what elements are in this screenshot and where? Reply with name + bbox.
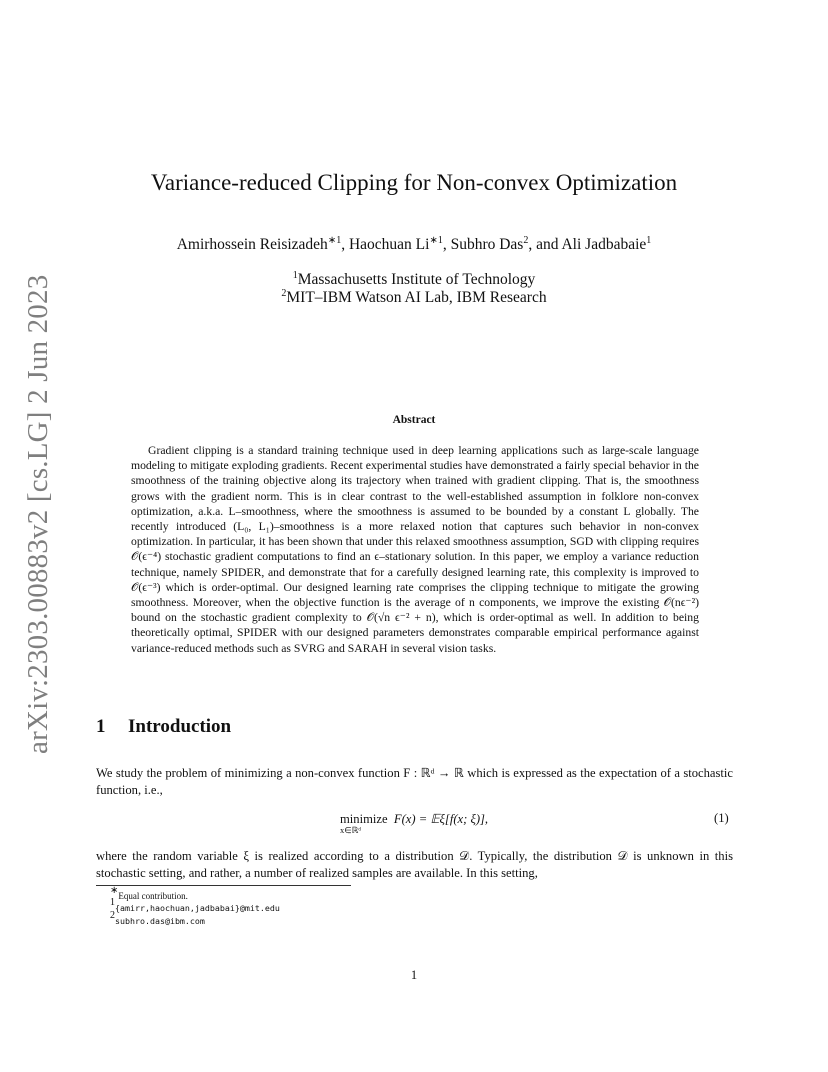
affiliation-name: MIT–IBM Watson AI Lab, IBM Research — [286, 289, 547, 306]
equation-number: (1) — [714, 811, 729, 825]
author-affiliation-mark: ∗1 — [429, 235, 443, 246]
footnote-mark: 1 — [110, 897, 115, 908]
affiliation-mark: 2 — [281, 288, 287, 299]
arxiv-identifier-stamp: arXiv:2303.00883v2 [cs.LG] 2 Jun 2023 — [22, 274, 54, 754]
author-list: Amirhossein Reisizadeh$^{∗1}$, Haochuan $Li^{∗1}$, Subhro Das$^2$, and Ali Jadbabaie$^1$ — [176, 235, 652, 253]
author-affiliation-mark: 2 — [523, 235, 529, 246]
intro-paragraph-2: where the random variable ξ is realized according to a distribution 𝒟. Typically, the distribution 𝒟 is unknown in this stochastic setting, and rather, a number of realized samples are available. In this setting, — [96, 849, 733, 880]
equation-1 — [340, 811, 489, 835]
footnote-mark: 2 — [110, 910, 115, 921]
author-name: and Ali Jadbabaie — [536, 236, 647, 253]
footnote-mark: ∗ — [110, 885, 119, 896]
section-title: Introduction — [128, 716, 232, 737]
footnote-email: {amirr,haochuan,jadbabai}@mit.edu — [115, 903, 280, 913]
author-affiliation-mark: ∗1 — [327, 235, 342, 246]
abstract-heading: Abstract — [392, 414, 436, 426]
footnote-1 — [110, 885, 280, 902]
equation-body: F(x) = 𝔼ξ[f(x; ξ)], — [393, 812, 489, 826]
footnote-2 — [110, 897, 280, 915]
author-affiliation-mark: 1 — [646, 235, 652, 246]
author-name: Amirhossein Reisizadeh — [176, 236, 328, 253]
paper-title: Variance-reduced Clipping for Non-convex Optimization — [150, 170, 678, 195]
footnotes — [110, 885, 280, 928]
section-heading — [96, 716, 231, 738]
section-number: 1 — [96, 716, 106, 737]
page-number: 1 — [410, 968, 418, 982]
affiliation-2 — [0, 289, 828, 307]
footnote-email: subhro.das@ibm.com — [115, 916, 205, 926]
intro-paragraph-1: We study the problem of minimizing a non-convex function F : ℝᵈ → ℝ which is expressed as the expectation of a stochastic function, i.e., — [96, 766, 733, 797]
author-name: Subhro Das — [450, 236, 524, 253]
affiliation-name: Massachusetts Institute of Technology — [297, 271, 536, 288]
abstract-text: Gradient clipping is a standard training technique used in deep learning applications such as large-scale language modeling to mitigate exploding gradients. Recent experimental studies have demonstrated a fairly special behavior in the smoothness of the training objective along its trajectory when trained with gradient clipping. That is, the smoothness grows with the gradient norm. This is in clear contrast to the well-established assumption in folklore non-convex optimization, a.k.a. L–smoothness, where the smoothness is assumed to be bounded by a constant L globally. The recently introduced (L₀, L₁)–smoothness is a more relaxed notion that captures such behavior in non-convex optimization. In particular, it has been shown that under this relaxed smoothness assumption, SGD with clipping requires 𝒪(ϵ⁻⁴) stochastic gradient computations to find an ϵ–stationary solution. In this paper, we employ a variance reduction technique, namely SPIDER, and demonstrate that for a carefully designed learning rate, this complexity is improved to 𝒪(ϵ⁻³) which is order-optimal. Our designed learning rate comprises the clipping technique to mitigate the growing smoothness. Moreover, when the objective function is the average of n components, we improve the existing 𝒪(nϵ⁻²) bound on the stochastic gradient complexity to 𝒪(√n ϵ⁻² + n), which is order-optimal as well. In addition to being theoretically optimal, SPIDER with our designed parameters demonstrates comparable empirical performance against variance-reduced methods such as SVRG and SARAH in several vision tasks. — [131, 444, 699, 655]
author-name: Haochuan Li — [348, 236, 430, 253]
footnote-rule — [96, 885, 351, 886]
affiliation-mark: 1 — [292, 270, 298, 281]
equation-subscript: x∈ℝᵈ — [340, 825, 362, 835]
equation-operator: minimize — [340, 812, 388, 826]
footnote-text: Equal contribution. — [118, 891, 188, 901]
affiliation-1 — [0, 271, 828, 289]
footnote-3 — [110, 910, 280, 928]
